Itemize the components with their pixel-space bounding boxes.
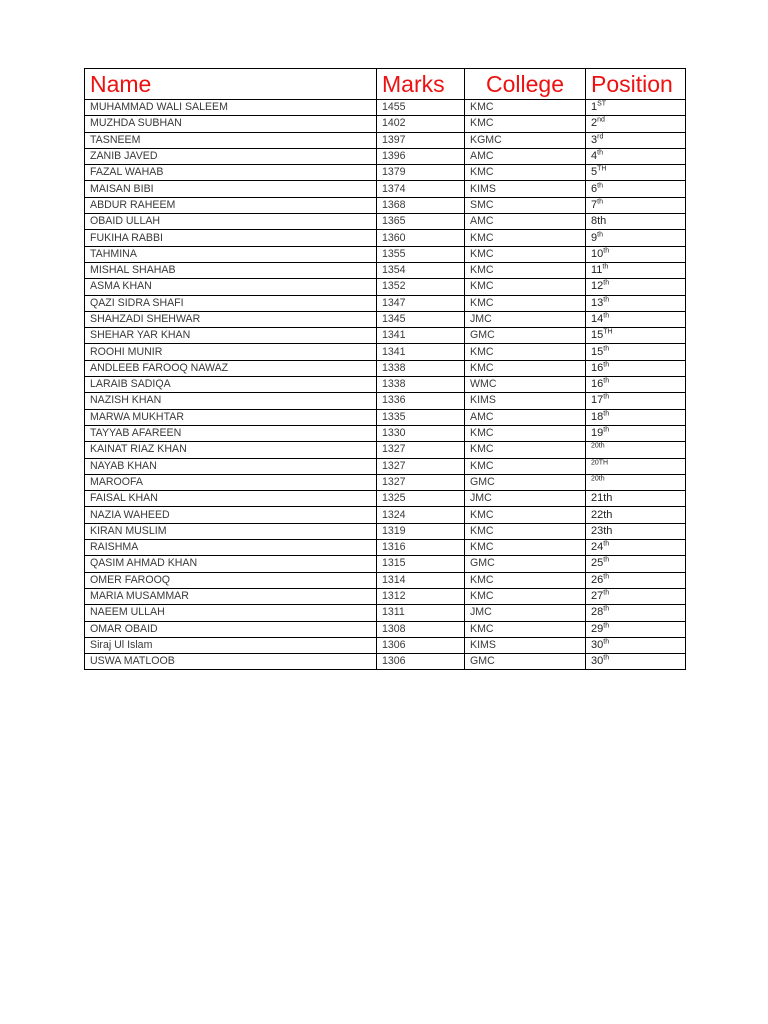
position-suffix: th (603, 638, 610, 646)
cell-marks: 1327 (377, 474, 465, 490)
position-suffix: nd (597, 116, 605, 124)
cell-college: KMC (465, 344, 586, 360)
cell-marks: 1316 (377, 540, 465, 556)
position-number: 29 (591, 622, 604, 635)
position-suffix: th (603, 426, 610, 434)
cell-marks: 1335 (377, 409, 465, 425)
cell-marks: 1341 (377, 328, 465, 344)
column-header-marks: Marks (377, 69, 465, 100)
position-number: 13 (591, 296, 604, 309)
cell-college: KGMC (465, 132, 586, 148)
cell-name: NAEEM ULLAH (85, 605, 377, 621)
cell-marks: 1360 (377, 230, 465, 246)
cell-name: TAHMINA (85, 246, 377, 262)
cell-college: KMC (465, 165, 586, 181)
cell-name: QASIM AHMAD KHAN (85, 556, 377, 572)
cell-position (586, 377, 686, 393)
table-row (85, 621, 686, 637)
cell-position (586, 507, 686, 523)
cell-marks: 1402 (377, 116, 465, 132)
column-header-position: Position (586, 69, 686, 100)
position-number: 28 (591, 606, 604, 619)
position-number: 10 (591, 247, 604, 260)
cell-college: KMC (465, 540, 586, 556)
position-number: 11 (591, 264, 603, 277)
cell-marks: 1308 (377, 621, 465, 637)
position-suffix: th (603, 540, 610, 548)
position-suffix: th (597, 198, 603, 206)
cell-college: GMC (465, 556, 586, 572)
position-suffix: 20th (591, 475, 605, 483)
cell-name: OBAID ULLAH (85, 214, 377, 230)
cell-college: KMC (465, 572, 586, 588)
position-number: 5 (591, 166, 598, 179)
table-row (85, 523, 686, 539)
table-row (85, 491, 686, 507)
position-suffix: th (597, 181, 603, 189)
position-number: 26 (591, 573, 604, 586)
cell-college: GMC (465, 654, 586, 670)
position-number: 12 (591, 280, 604, 293)
table-row (85, 181, 686, 197)
position-number: 1 (591, 101, 598, 114)
cell-college: KMC (465, 360, 586, 376)
cell-position (586, 246, 686, 262)
cell-college: KMC (465, 523, 586, 539)
table-row (85, 100, 686, 116)
position-number: 15 (591, 329, 604, 342)
position-number: 17 (591, 394, 604, 407)
position-number: 14 (591, 313, 604, 325)
cell-marks: 1374 (377, 181, 465, 197)
cell-position (586, 214, 686, 230)
position-suffix: th (597, 230, 603, 238)
cell-marks: 1368 (377, 197, 465, 213)
cell-position (586, 458, 686, 474)
cell-name: ABDUR RAHEEM (85, 197, 377, 213)
position-suffix: rd (597, 133, 604, 141)
cell-marks: 1312 (377, 588, 465, 604)
position-number: 16 (591, 361, 604, 374)
cell-marks: 1379 (377, 165, 465, 181)
table-row (85, 409, 686, 425)
position-number: 30 (591, 655, 604, 668)
cell-marks: 1324 (377, 507, 465, 523)
cell-college: KMC (465, 279, 586, 295)
cell-position (586, 197, 686, 213)
table-row (85, 572, 686, 588)
cell-position (586, 556, 686, 572)
cell-marks: 1338 (377, 360, 465, 376)
cell-college: KIMS (465, 393, 586, 409)
table-row (85, 360, 686, 376)
table-row (85, 246, 686, 262)
cell-name: LARAIB SADIQA (85, 377, 377, 393)
cell-college: KMC (465, 621, 586, 637)
cell-name: MISHAL SHAHAB (85, 262, 377, 278)
table-row (85, 311, 686, 327)
table-row (85, 214, 686, 230)
cell-marks: 1352 (377, 279, 465, 295)
table-row (85, 556, 686, 572)
cell-position (586, 491, 686, 507)
table-row (85, 165, 686, 181)
cell-marks: 1345 (377, 311, 465, 327)
position-number: 25 (591, 557, 604, 570)
position-suffix: th (603, 410, 610, 418)
table-row (85, 116, 686, 132)
cell-marks: 1355 (377, 246, 465, 262)
cell-marks: 1397 (377, 132, 465, 148)
cell-name: NAZIA WAHEED (85, 507, 377, 523)
table-row (85, 654, 686, 670)
position-number: 3 (591, 133, 598, 146)
table-row (85, 507, 686, 523)
cell-name: RAISHMA (85, 540, 377, 556)
position-number: 15 (591, 345, 604, 358)
cell-name: Siraj Ul Islam (85, 637, 377, 653)
position-suffix: th (603, 296, 610, 304)
cell-position (586, 425, 686, 441)
cell-college: JMC (465, 605, 586, 621)
cell-name: SHAHZADI SHEHWAR (85, 311, 377, 327)
cell-name: FAISAL KHAN (85, 491, 377, 507)
cell-college: KMC (465, 442, 586, 458)
cell-position (586, 572, 686, 588)
table-row (85, 295, 686, 311)
cell-marks: 1341 (377, 344, 465, 360)
cell-position (586, 132, 686, 148)
position-suffix: th (603, 361, 610, 369)
cell-marks: 1325 (377, 491, 465, 507)
cell-position (586, 605, 686, 621)
cell-marks: 1315 (377, 556, 465, 572)
position-suffix: th (603, 621, 610, 629)
cell-name: KAINAT RIAZ KHAN (85, 442, 377, 458)
cell-name: FUKIHA RABBI (85, 230, 377, 246)
position-suffix: th (603, 247, 610, 255)
cell-position (586, 100, 686, 116)
position-number: 24 (591, 541, 604, 554)
table-row (85, 279, 686, 295)
results-table (84, 68, 686, 670)
position-number: 30 (591, 638, 604, 651)
cell-name: OMAR OBAID (85, 621, 377, 637)
position-number: 4 (591, 150, 598, 163)
position-number: 22th (591, 508, 613, 521)
cell-college: GMC (465, 328, 586, 344)
cell-name: MAROOFA (85, 474, 377, 490)
cell-name: TAYYAB AFAREEN (85, 425, 377, 441)
cell-name: FAZAL WAHAB (85, 165, 377, 181)
cell-marks: 1319 (377, 523, 465, 539)
cell-college: GMC (465, 474, 586, 490)
cell-college: SMC (465, 197, 586, 213)
position-suffix: TH (597, 165, 607, 173)
cell-position (586, 311, 686, 327)
position-number: 16 (591, 378, 604, 391)
table-row (85, 425, 686, 441)
table-row (85, 197, 686, 213)
table-row (85, 540, 686, 556)
position-suffix: th (603, 605, 610, 613)
table-row (85, 393, 686, 409)
cell-name: USWA MATLOOB (85, 654, 377, 670)
cell-position (586, 588, 686, 604)
position-suffix: th (603, 279, 610, 287)
table-row (85, 344, 686, 360)
cell-name: MARIA MUSAMMAR (85, 588, 377, 604)
cell-marks: 1327 (377, 442, 465, 458)
cell-college: KMC (465, 246, 586, 262)
position-number: 7 (591, 198, 598, 211)
table-row (85, 474, 686, 490)
cell-college: WMC (465, 377, 586, 393)
position-number: 18 (591, 410, 604, 423)
position-suffix: th (602, 263, 609, 271)
cell-name: KIRAN MUSLIM (85, 523, 377, 539)
cell-college: AMC (465, 148, 586, 164)
cell-college: KIMS (465, 181, 586, 197)
cell-position (586, 165, 686, 181)
cell-name: SHEHAR YAR KHAN (85, 328, 377, 344)
cell-name: ANDLEEB FAROOQ NAWAZ (85, 360, 377, 376)
position-suffix: 20TH (591, 459, 609, 467)
cell-marks: 1338 (377, 377, 465, 393)
cell-college: KIMS (465, 637, 586, 653)
cell-position (586, 344, 686, 360)
position-suffix: th (597, 149, 603, 157)
position-number: 9 (591, 231, 598, 244)
cell-college: KMC (465, 230, 586, 246)
position-suffix: 20th (591, 442, 605, 450)
cell-name: ASMA KHAN (85, 279, 377, 295)
cell-name: MAISAN BIBI (85, 181, 377, 197)
cell-college: KMC (465, 425, 586, 441)
cell-position (586, 523, 686, 539)
header-row (85, 69, 686, 100)
position-number: 19 (591, 427, 604, 440)
cell-college: AMC (465, 214, 586, 230)
cell-name: TASNEEM (85, 132, 377, 148)
cell-marks: 1347 (377, 295, 465, 311)
table-row (85, 442, 686, 458)
column-header-name: Name (85, 69, 377, 100)
cell-name: MARWA MUKHTAR (85, 409, 377, 425)
cell-marks: 1396 (377, 148, 465, 164)
cell-college: KMC (465, 100, 586, 116)
table-row (85, 588, 686, 604)
cell-position (586, 181, 686, 197)
cell-position (586, 442, 686, 458)
column-header-college: College (465, 69, 586, 100)
cell-name: MUHAMMAD WALI SALEEM (85, 100, 377, 116)
position-suffix: TH (603, 328, 613, 336)
cell-college: KMC (465, 588, 586, 604)
table-row (85, 148, 686, 164)
table-row (85, 328, 686, 344)
position-number: 23th (591, 524, 613, 537)
cell-position (586, 279, 686, 295)
cell-position (586, 621, 686, 637)
table-row (85, 230, 686, 246)
cell-name: NAYAB KHAN (85, 458, 377, 474)
cell-college: KMC (465, 116, 586, 132)
cell-name: QAZI SIDRA SHAFI (85, 295, 377, 311)
cell-position (586, 637, 686, 653)
cell-name: MUZHDA SUBHAN (85, 116, 377, 132)
table-body (85, 100, 686, 670)
cell-position (586, 540, 686, 556)
table-row (85, 132, 686, 148)
position-suffix: th (603, 393, 610, 401)
cell-position (586, 262, 686, 278)
position-suffix: th (603, 344, 610, 352)
cell-position (586, 230, 686, 246)
cell-position (586, 654, 686, 670)
cell-marks: 1314 (377, 572, 465, 588)
position-number: 2 (591, 117, 598, 130)
cell-name: NAZISH KHAN (85, 393, 377, 409)
cell-position (586, 328, 686, 344)
position-suffix: th (603, 589, 610, 597)
cell-marks: 1455 (377, 100, 465, 116)
cell-position (586, 360, 686, 376)
position-number: 27 (591, 590, 604, 603)
cell-college: JMC (465, 311, 586, 327)
position-suffix: th (603, 654, 610, 662)
cell-position (586, 295, 686, 311)
position-number: 21th (591, 492, 613, 505)
table-row (85, 637, 686, 653)
cell-marks: 1327 (377, 458, 465, 474)
position-suffix: ST (597, 100, 607, 108)
table-row (85, 262, 686, 278)
position-number: 8th (591, 215, 607, 228)
cell-college: KMC (465, 507, 586, 523)
cell-marks: 1365 (377, 214, 465, 230)
table-row (85, 458, 686, 474)
cell-college: JMC (465, 491, 586, 507)
cell-marks: 1336 (377, 393, 465, 409)
cell-name: ROOHI MUNIR (85, 344, 377, 360)
cell-college: AMC (465, 409, 586, 425)
cell-position (586, 393, 686, 409)
cell-college: KMC (465, 262, 586, 278)
cell-college: KMC (465, 295, 586, 311)
cell-name: OMER FAROOQ (85, 572, 377, 588)
cell-marks: 1354 (377, 262, 465, 278)
cell-position (586, 474, 686, 490)
cell-marks: 1330 (377, 425, 465, 441)
table-row (85, 605, 686, 621)
cell-position (586, 148, 686, 164)
cell-position (586, 116, 686, 132)
cell-marks: 1306 (377, 637, 465, 653)
position-number: 6 (591, 182, 598, 195)
cell-marks: 1306 (377, 654, 465, 670)
position-suffix: th (603, 312, 610, 320)
position-suffix: th (603, 377, 610, 385)
cell-college: KMC (465, 458, 586, 474)
position-suffix: th (603, 556, 610, 564)
cell-name: ZANIB JAVED (85, 148, 377, 164)
position-suffix: th (603, 573, 610, 581)
cell-position (586, 409, 686, 425)
cell-marks: 1311 (377, 605, 465, 621)
table-row (85, 377, 686, 393)
